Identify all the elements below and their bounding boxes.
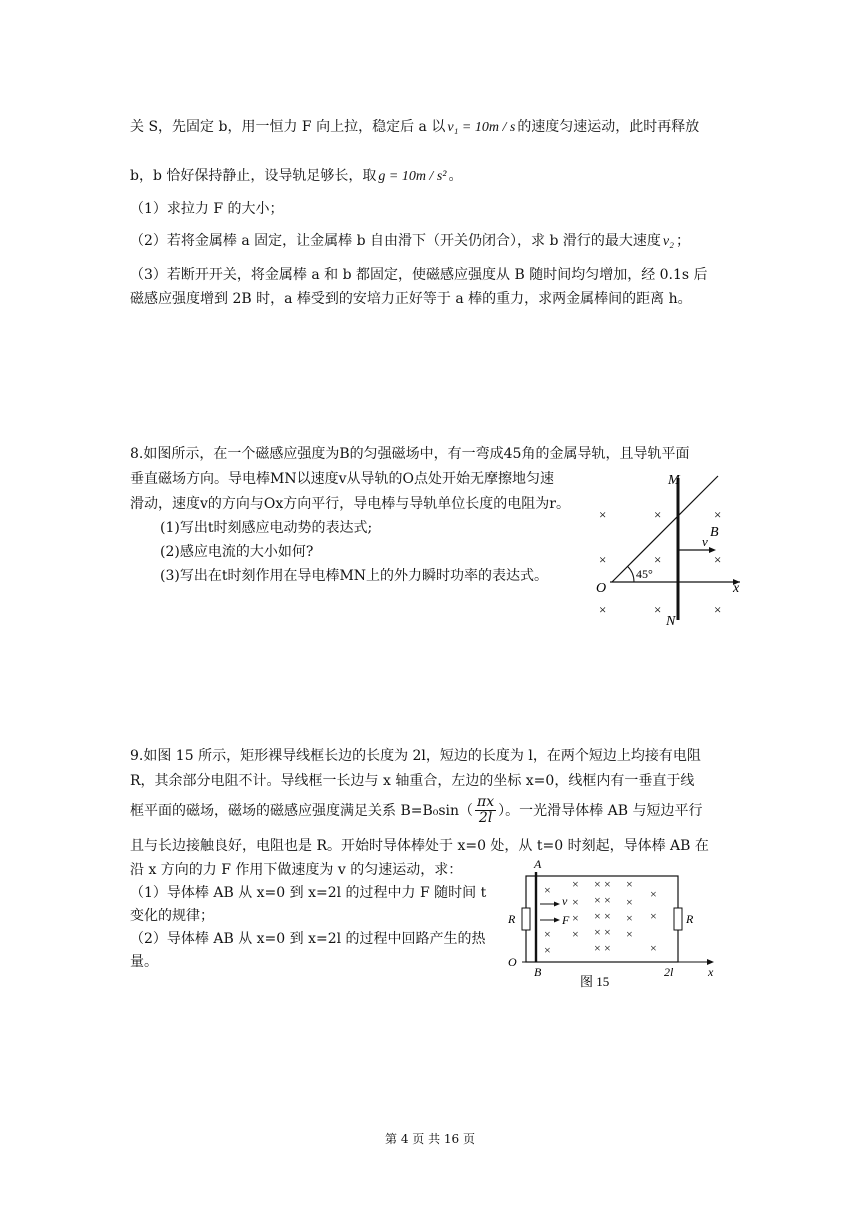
q9-field-mark: × <box>594 941 601 955</box>
q8-label-b: B <box>710 525 719 540</box>
q9-label-o: O <box>508 955 517 969</box>
q9-field-mark: × <box>604 877 611 891</box>
q8-field-mark: × <box>599 552 607 567</box>
q9-item2-line2: 量。 <box>130 954 158 970</box>
q8-field-mark: × <box>599 602 607 617</box>
q8-field-mark: × <box>714 552 722 567</box>
q7-v1-formula: v₁ = 10m / s <box>447 120 516 135</box>
q8-field-mark: × <box>654 602 662 617</box>
q8-field-mark: × <box>714 602 722 617</box>
q7-item3-line1: （3）若断开开关，将金属棒 a 和 b 都固定，使磁感应强度从 B 随时间均匀增加，经 0.1s 后 <box>130 267 708 283</box>
q9-fraction-denominator: 2l <box>478 810 493 827</box>
q9-line5: 沿 x 方向的力 F 作用下做速度为 v 的匀速运动，求： <box>130 862 463 878</box>
q9-field-mark: × <box>604 925 611 939</box>
q9-field-mark: × <box>544 943 551 957</box>
q8-field-mark: × <box>599 507 607 522</box>
q9-item2-line1: （2）导体棒 AB 从 x=0 到 x=2l 的过程中回路产生的热 <box>130 931 486 947</box>
q7-line1-post: 的速度匀速运动，此时再释放 <box>517 119 700 135</box>
q7-v2-formula: v₂ <box>662 234 674 249</box>
q9-field-mark: × <box>626 911 633 925</box>
q8-line1: 8.如图所示，在一个磁感应强度为B的匀强磁场中，有一弯成45角的金属导轨，且导轨平面 <box>130 446 690 462</box>
q9-resistor-right <box>674 908 682 930</box>
q9-label-x: x <box>708 965 714 979</box>
q9-fraction-numerator: πx <box>477 794 495 810</box>
q7-g-formula: g = 10m / s² <box>378 169 447 184</box>
q9-resistor-left <box>522 908 530 930</box>
q7-line1-pre: 关 S，先固定 b，用一恒力 F 向上拉，稳定后 a 以 <box>130 119 446 135</box>
q9-figure-caption: 图 15 <box>580 974 610 989</box>
q9-line3-pre: 框平面的磁场，磁场的磁感应强度满足关系 B=B₀sin（ <box>130 802 474 819</box>
q9-velocity-arrow-icon <box>554 902 560 907</box>
q9-label-a: A <box>534 858 542 871</box>
q9-field-mark: × <box>544 927 551 941</box>
q9-label-r-right: R <box>686 912 694 926</box>
q9-field-mark: × <box>650 941 657 955</box>
q9-label-v: v <box>562 894 568 908</box>
q7-line2 <box>130 165 462 185</box>
q9-field-mark: × <box>604 909 611 923</box>
q8-label-m: M <box>668 473 680 488</box>
q8-figure <box>590 468 750 628</box>
q8-item1: (1)写出t时刻感应电动势的表达式; <box>160 520 373 536</box>
q9-figure <box>500 858 730 990</box>
q8-item2: (2)感应电流的大小如何? <box>160 544 314 560</box>
q9-field-mark: × <box>594 909 601 923</box>
q9-field-mark: × <box>594 877 601 891</box>
q7-item2 <box>130 230 690 250</box>
q7-item3-line2: 磁感应强度增到 2B 时，a 棒受到的安培力正好等于 a 棒的重力，求两金属棒间的距离 h。 <box>130 291 692 307</box>
q9-label-r-left: R <box>508 912 516 926</box>
q7-line2-post: 。 <box>448 168 463 184</box>
q9-fraction <box>475 795 496 827</box>
q9-field-mark: × <box>650 909 657 923</box>
q9-label-f: F <box>562 913 570 927</box>
q9-line1: 9.如图 15 所示，矩形裸导线框长边的长度为 2l，短边的长度为 l，在两个短边上均接有电阻 <box>130 748 701 764</box>
q7-item1: （1）求拉力 F 的大小； <box>130 201 284 217</box>
q9-line3 <box>130 795 702 827</box>
q9-field-mark: × <box>626 877 633 891</box>
page-number: 第 4 页 共 16 页 <box>385 1132 475 1146</box>
q9-line2: R，其余部分电阻不计。导线框一长边与 x 轴重合，左边的坐标 x=0，线框内有一垂直于线 <box>130 773 695 789</box>
q9-line4: 且与长边接触良好，电阻也是 R。开始时导体棒处于 x=0 处，从 t=0 时刻起，导体棒 AB 在 <box>130 838 709 854</box>
q9-label-2l: 2l <box>664 965 674 979</box>
q9-field-mark: × <box>604 941 611 955</box>
q8-field-mark: × <box>654 552 662 567</box>
q9-label-b: B <box>534 965 542 979</box>
q9-line3-post: ）。一光滑导体棒 AB 与短边平行 <box>498 802 703 819</box>
q8-item3: (3)写出在t时刻作用在导电棒MN上的外力瞬时功率的表达式。 <box>160 568 549 584</box>
q8-label-v: v <box>702 534 708 549</box>
q8-line2: 垂直磁场方向。导电棒MN以速度v从导轨的O点处开始无摩擦地匀速 <box>130 471 554 487</box>
q7-item2-pre: （2）若将金属棒 a 固定，让金属棒 b 自由滑下（开关仍闭合），求 b 滑行的最大速度 <box>130 233 661 249</box>
q7-line1 <box>130 116 699 136</box>
q9-field-mark: × <box>604 893 611 907</box>
q8-angle-arc <box>628 566 634 582</box>
q8-field-mark: × <box>654 507 662 522</box>
q8-line3: 滑动，速度v的方向与Ox方向平行，导电棒与导轨单位长度的电阻为r。 <box>130 496 570 512</box>
q9-field-mark: × <box>594 893 601 907</box>
q9-field-mark: × <box>626 895 633 909</box>
q8-label-o: O <box>596 581 607 596</box>
q7-item2-post: ； <box>675 233 690 249</box>
q8-field-mark: × <box>714 507 722 522</box>
q9-item1-line2: 变化的规律； <box>130 908 214 924</box>
q8-label-angle: 45° <box>636 567 653 581</box>
q9-field-mark: × <box>572 895 579 909</box>
q9-force-arrow-icon <box>554 918 560 923</box>
q9-field-mark: × <box>544 883 551 897</box>
q7-line2-pre: b，b 恰好保持静止，设导轨足够长，取 <box>130 168 377 184</box>
q9-field-mark: × <box>572 911 579 925</box>
q9-item1-line1: （1）导体棒 AB 从 x=0 到 x=2l 的过程中力 F 随时间 t <box>130 885 487 901</box>
q9-field-mark: × <box>572 877 579 891</box>
q9-field-mark: × <box>572 927 579 941</box>
q9-field-mark: × <box>650 887 657 901</box>
q8-label-x: x <box>733 581 740 596</box>
q9-field-mark: × <box>594 925 601 939</box>
q9-field-mark: × <box>626 927 633 941</box>
q8-label-n: N <box>666 614 676 628</box>
q8-rail-45 <box>612 476 718 582</box>
